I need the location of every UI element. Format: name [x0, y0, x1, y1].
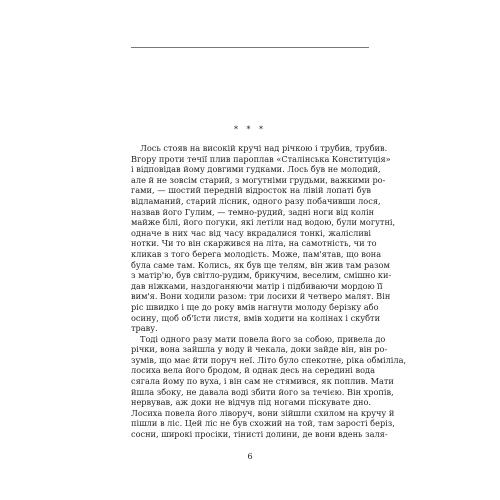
text-line: гами, — шостий передній відросток на лівій лопаті був — [131, 185, 371, 196]
text-line: і відповідав йому довгими гудками. Лось був не молодий, — [131, 164, 381, 175]
text-line: з матір'ю, був світло-рудим, брикучим, веселим, смішно ки- — [131, 270, 392, 281]
header-rule — [131, 47, 369, 48]
text-line: назвав його Гулим, — темно-рудий, задні ноги від колін — [131, 206, 375, 217]
text-line: майже білі, його погуки, які летіли над водою, були могутні, — [131, 217, 396, 228]
text-line: пішли в ліс. Цей ліс не був схожий на той, там зарості беріз, — [131, 418, 395, 429]
text-line: йшла збоку, не давала воді збити його за течією. Він хропів, — [131, 386, 394, 397]
text-line: траву. — [131, 323, 158, 334]
text-line: одначе в них час від часу вкрадалися тонкі, жалісливі — [131, 227, 371, 238]
text-line: відламаний, старий лісник, одного разу побачивши лося, — [131, 195, 381, 206]
text-line: лосиха вела його бродом, й однак десь на середині вода — [131, 365, 375, 376]
text-line: сосни, широкі просіки, тінисті долини, де вони вдень заля- — [131, 429, 388, 440]
page-number: 6 — [247, 452, 253, 461]
text-line: Тоді одного разу мати повела його за собою, привела до — [140, 333, 386, 344]
text-line: сягала йому по вуха, і він сам не стямився, як поплив. Мати — [131, 376, 394, 387]
text-line: ріс швидко і ще до року вмів нагнути молоду берізку або — [131, 301, 379, 312]
text-line: вим'я. Вони ходили разом: три лосихи й четверо малят. Він — [131, 291, 391, 302]
body-text — [131, 143, 407, 440]
text-line: Лось стояв на високій кручі над річкою і трубив, трубив. — [140, 143, 388, 153]
text-line: була саме там. Колись, як був ще телям, він жив там разом — [131, 259, 390, 270]
text-line: нервував, аж доки не відчув під ногами піскувате дно. — [131, 397, 371, 408]
text-line: кликав з того берега молодість. Може, пам'ятав, що вона — [131, 248, 382, 259]
text-line: річки, вона зайшла у воду й чекала, доки зайде він, він ро- — [131, 344, 388, 355]
text-line: Лосиха повела його ліворуч, вони зійшли схилом на кручу й — [131, 407, 395, 418]
text-line: але й не зовсім старий, з могутніми грудьми, важкими ро- — [131, 174, 386, 185]
paragraph-1 — [131, 143, 396, 334]
text-line: дав ніжками, наздоганяючи матір і підбиваючи мордою її — [131, 280, 383, 291]
section-separator: * * * — [233, 125, 267, 134]
text-line: нотки. Чи то він скаржився на літа, на самотність, чи то — [131, 238, 377, 249]
text-line: Вгору проти течії плив пароплав «Сталінська Конституція» — [131, 153, 391, 164]
text-line: зумів, що має йти поруч неї. Літо було спекотне, ріка обміліла, — [131, 354, 407, 365]
paragraph-2 — [131, 333, 407, 440]
text-line: осину, щоб об'їсти листя, вмів ходити на колінах і скубти — [131, 312, 381, 323]
